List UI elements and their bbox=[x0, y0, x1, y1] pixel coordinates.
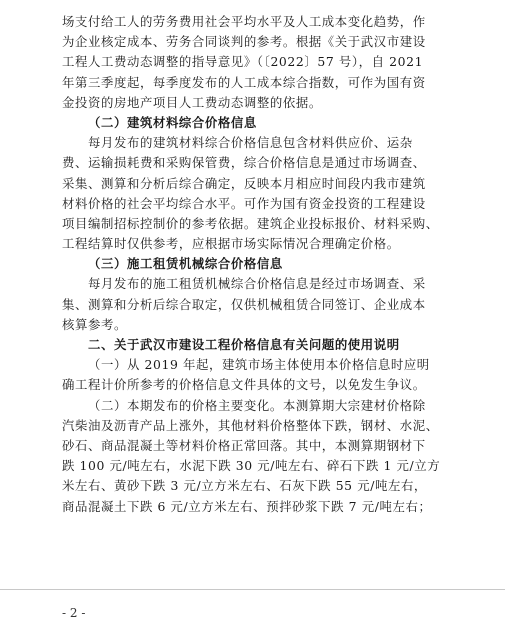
body-line: 工程结算时仅供参考，应根据市场实际情况合理确定价格。 bbox=[62, 236, 400, 252]
body-line: 核算参考。 bbox=[62, 316, 127, 332]
body-line: （二）本期发布的价格主要变化。本测算期大宗建材价格除 bbox=[88, 397, 426, 413]
body-line: 采集、测算和分析后综合确定，反映本月相应时间段内我市建筑 bbox=[62, 175, 426, 191]
body-line: 年第三季度起，每季度发布的人工成本综合指数，可作为国有资 bbox=[62, 74, 426, 90]
body-line: 汽柴油及沥青产品上涨外，其他材料价格整体下跌，钢材、水泥、 bbox=[62, 417, 439, 433]
body-line: 集、测算和分析后综合取定，仅供机械租赁合同签订、企业成本 bbox=[62, 296, 426, 312]
section-heading-materials: （二）建筑材料综合价格信息 bbox=[88, 114, 257, 130]
document-body bbox=[62, 12, 487, 517]
body-line: 工程人工费动态调整的指导意见》（〔2022〕57 号），自 2021 bbox=[62, 54, 424, 70]
body-line: 确工程计价所参考的价格信息文件具体的文号，以免发生争议。 bbox=[62, 377, 426, 393]
section-heading-machinery: （三）施工租赁机械综合价格信息 bbox=[88, 256, 283, 272]
body-line: 砂石、商品混凝土等材料价格正常回落。其中，本测算期钢材下 bbox=[62, 437, 426, 453]
body-line: 每月发布的施工租赁机械综合价格信息是经过市场调查、采 bbox=[88, 276, 426, 292]
body-line: 商品混凝土下跌 6 元/立方米左右、预拌砂浆下跌 7 元/吨左右； bbox=[62, 498, 432, 514]
body-line: 为企业核定成本、劳务合同谈判的参考。根据《关于武汉市建设 bbox=[62, 34, 426, 50]
body-line: 材料价格的社会平均综合水平。可作为国有资金投资的工程建设 bbox=[62, 195, 426, 211]
body-line: 场支付给工人的劳务费用社会平均水平及人工成本变化趋势，作 bbox=[62, 14, 426, 29]
page-number: - 2 - bbox=[62, 606, 86, 620]
body-line: 金投资的房地产项目人工费动态调整的依据。 bbox=[62, 94, 322, 110]
body-line: 费、运输损耗费和采购保管费，综合价格信息是通过市场调查、 bbox=[62, 155, 426, 171]
body-line: 每月发布的建筑材料综合价格信息包含材料供应价、运杂 bbox=[88, 135, 413, 151]
body-line: （一）从 2019 年起，建筑市场主体使用本价格信息时应明 bbox=[88, 357, 430, 373]
body-line: 跌 100 元/吨左右，水泥下跌 30 元/吨左右、碎石下跌 1 元/立方 bbox=[62, 458, 441, 474]
body-line: 米左右、黄砂下跌 3 元/立方米左右、石灰下跌 55 元/吨左右， bbox=[62, 478, 427, 494]
body-line: 项目编制招标控制价的参考依据。建筑企业投标报价、材料采购、 bbox=[62, 215, 439, 231]
footer-divider bbox=[0, 589, 505, 590]
section-heading-usage-notes: 二、关于武汉市建设工程价格信息有关问题的使用说明 bbox=[88, 337, 400, 352]
